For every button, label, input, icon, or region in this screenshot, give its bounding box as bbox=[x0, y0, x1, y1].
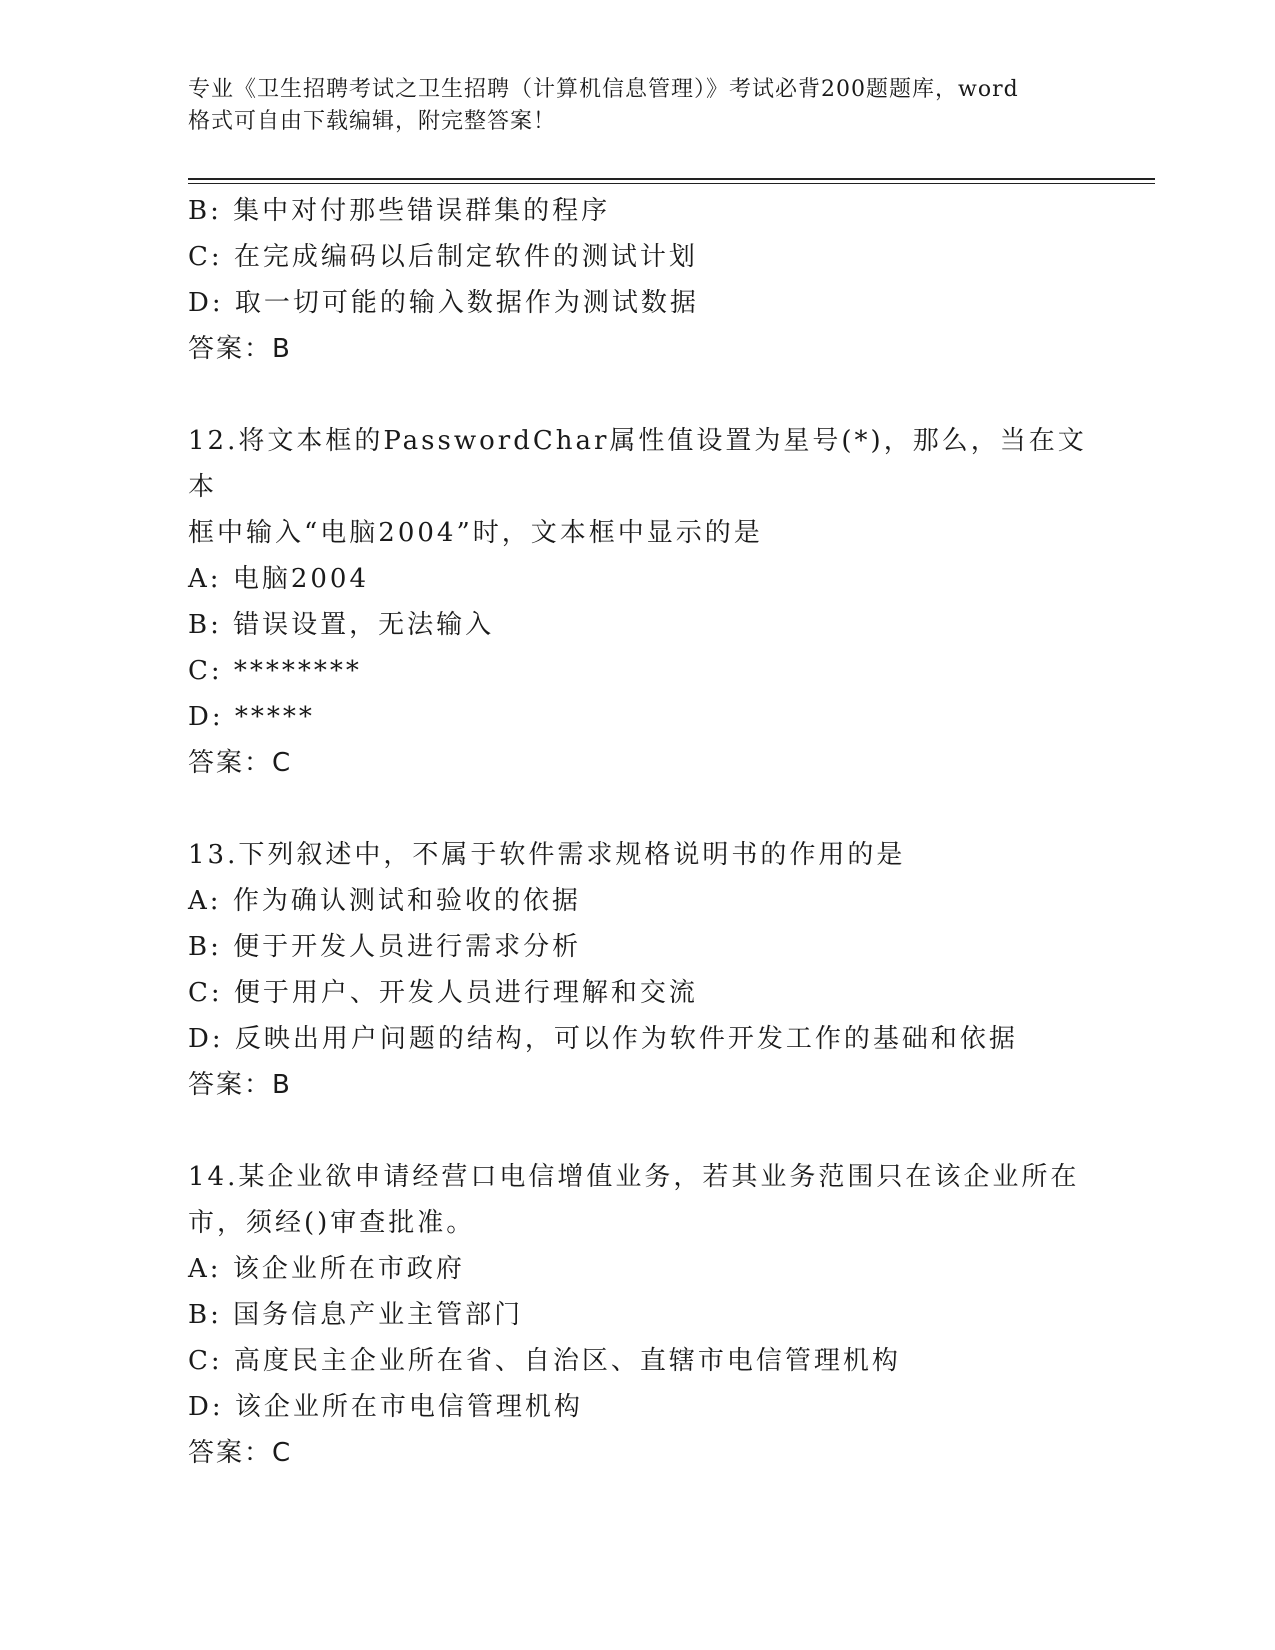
option-a: A: 该企业所在市政府 bbox=[188, 1254, 465, 1284]
answer: 答案：B bbox=[188, 1070, 292, 1100]
option-c: C: ******** bbox=[188, 656, 362, 686]
question-stem-line-1: 12.将文本框的PasswordChar属性值设置为星号(*)，那么，当在文本 bbox=[188, 426, 1087, 502]
option-c: C: 便于用户、开发人员进行理解和交流 bbox=[188, 978, 698, 1008]
option-d: D: 该企业所在市电信管理机构 bbox=[188, 1392, 583, 1422]
question-14 bbox=[188, 1154, 1088, 1476]
document-header bbox=[188, 74, 1088, 138]
option-a: A: 作为确认测试和验收的依据 bbox=[188, 886, 581, 916]
question-stem-line-2: 市，须经()审查批准。 bbox=[188, 1208, 476, 1238]
option-d: D: ***** bbox=[188, 702, 315, 732]
option-b: B: 国务信息产业主管部门 bbox=[188, 1300, 524, 1330]
answer: 答案：C bbox=[188, 1438, 293, 1468]
option-c: C: 高度民主企业所在省、自治区、直辖市电信管理机构 bbox=[188, 1346, 901, 1376]
question-stem-line-2: 框中输入“电脑2004”时，文本框中显示的是 bbox=[188, 518, 763, 548]
option-b: B: 错误设置，无法输入 bbox=[188, 610, 495, 640]
question-stem-line-1: 14.某企业欲申请经营口电信增值业务，若其业务范围只在该企业所在 bbox=[188, 1162, 1080, 1192]
header-line-2: 格式可自由下载编辑，附完整答案！ bbox=[188, 109, 557, 134]
option-b: B: 集中对付那些错误群集的程序 bbox=[188, 196, 611, 226]
question-11-continued bbox=[188, 188, 1088, 372]
question-stem-line-1: 13.下列叙述中，不属于软件需求规格说明书的作用的是 bbox=[188, 840, 906, 870]
answer: 答案：C bbox=[188, 748, 293, 778]
option-a: A: 电脑2004 bbox=[188, 564, 369, 594]
question-gap bbox=[188, 1108, 1088, 1154]
option-b: B: 便于开发人员进行需求分析 bbox=[188, 932, 582, 962]
question-12 bbox=[188, 418, 1088, 786]
option-c: C: 在完成编码以后制定软件的测试计划 bbox=[188, 242, 698, 272]
header-line-1: 专业《卫生招聘考试之卫生招聘（计算机信息管理）》考试必背200题题库，word bbox=[188, 77, 1019, 102]
question-gap bbox=[188, 786, 1088, 832]
question-gap bbox=[188, 372, 1088, 418]
question-content bbox=[188, 188, 1088, 1476]
question-13 bbox=[188, 832, 1088, 1108]
answer: 答案：B bbox=[188, 334, 292, 364]
option-d: D: 取一切可能的输入数据作为测试数据 bbox=[188, 288, 699, 318]
header-rule-thick bbox=[188, 178, 1155, 180]
header-rule-thin bbox=[188, 183, 1155, 184]
option-d: D: 反映出用户问题的结构，可以作为软件开发工作的基础和依据 bbox=[188, 1024, 1018, 1054]
